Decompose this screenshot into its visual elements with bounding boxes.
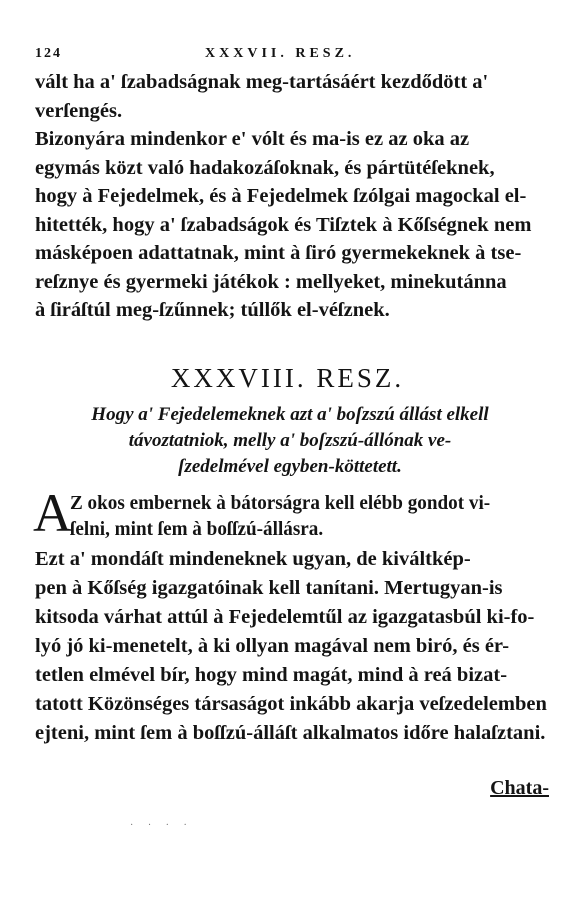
text-line: Hogy a' Fejedelemeknek azt a' boſzszú állást elkell — [91, 404, 489, 425]
text-line: ejteni, mint ſem à boſſzú-álláſt alkalmatos időre halaſztani. — [35, 722, 546, 744]
running-head: XXXVII. RESZ. — [205, 46, 356, 61]
text-line: másképoen adattatnak, mint à ſiró gyermekeknek à tse- — [35, 242, 522, 264]
chapter-title: XXXVIII. RESZ. — [170, 363, 405, 393]
text-line: Bizonyára mindenkor e' vólt és ma-is ez az oka az — [35, 128, 470, 150]
ink-specks: · · · · — [130, 820, 193, 831]
text-line: hitették, hogy a' ſzabadságok és Tiſztek à Kőſségnek nem — [35, 213, 532, 236]
text-line: Ezt a' mondáſt mindeneknek ugyan, de kiváltkép- — [35, 548, 471, 570]
drop-cap: A — [33, 483, 72, 543]
page-header — [35, 46, 565, 68]
text-line: ſelni, mint ſem à boſſzú-állásra. — [70, 518, 324, 540]
text-line: egymás közt való hadakozáſoknak, és pártütéſeknek, — [35, 156, 495, 179]
text-line: vált ha a' ſzabadságnak meg-tartásáért kezdődött a' — [35, 71, 489, 93]
text-line: távoztatniok, melly a' boſzszú-állónak ve- — [128, 430, 452, 451]
page-number: 124 — [35, 46, 62, 61]
text-line: lyó jó ki-menetelt, à ki ollyan magával nem biró, és ér- — [35, 635, 510, 657]
catchword: Chata- — [490, 777, 549, 799]
text-line: ſzedelmével egyben-köttetett. — [178, 456, 402, 477]
text-line: tatott Közönséges társaságot inkább akarja veſzedelemben — [35, 693, 547, 715]
text-line: kitsoda várhat attúl à Fejedelemtűl az igazgatasbúl ki-fo- — [35, 606, 535, 628]
text-line: reſznye és gyermeki játékok : mellyeket, minekutánna — [35, 270, 507, 293]
text-line: à ſiráſtúl meg-ſzűnnek; túllők el-véſznek. — [35, 299, 390, 321]
text-line: tetlen elmével bír, hogy mind magát, mind à reá bizat- — [35, 664, 508, 686]
text-line: pen à Kőſség igazgatóinak kell tanítani. Mertugyan-is — [35, 577, 503, 599]
text-line: Z okos embernek à bátorságra kell elébb gondot vi- — [70, 492, 491, 514]
text-line: verſengés. — [35, 99, 123, 122]
text-line: hogy à Fejedelmek, és à Fejedelmek ſzólgai magockal el- — [35, 185, 527, 207]
